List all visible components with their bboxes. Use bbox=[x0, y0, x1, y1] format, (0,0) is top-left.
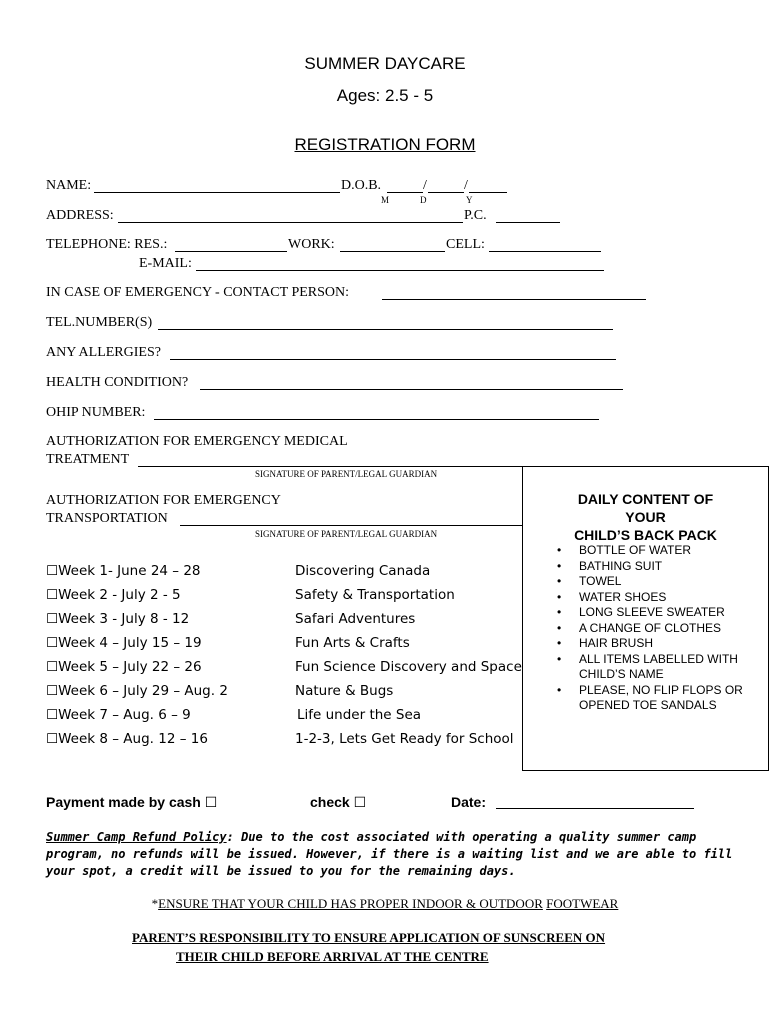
week-theme: Discovering Canada bbox=[295, 563, 431, 579]
address-field[interactable] bbox=[118, 222, 463, 223]
refund-policy-text: : Due to the cost associated with operating a quality summer camp program, no refunds will be issued. However, if there is a waiting list and we are able to fill your spot, a credit will be issued to you for the remaining days. bbox=[46, 830, 733, 878]
auth-transport-label-2: TRANSPORTATION bbox=[46, 511, 168, 526]
sunscreen-note-2: THEIR CHILD BEFORE ARRIVAL AT THE CENTRE bbox=[176, 949, 489, 964]
week-option[interactable]: ☐Week 3 - July 8 - 12 bbox=[46, 611, 190, 627]
week-option[interactable]: ☐Week 7 – Aug. 6 – 9 bbox=[46, 707, 191, 723]
cell-label: CELL: bbox=[446, 237, 485, 252]
list-item: • A CHANGE OF CLOTHES bbox=[523, 621, 749, 637]
allergies-label: ANY ALLERGIES? bbox=[46, 345, 161, 360]
age-range: Ages: 2.5 - 5 bbox=[336, 86, 434, 105]
email-field[interactable] bbox=[196, 270, 604, 271]
list-item: • LONG SLEEVE SWEATER bbox=[523, 605, 749, 621]
ohip-field[interactable] bbox=[154, 419, 599, 420]
week-theme: Fun Science Discovery and Space bbox=[295, 659, 522, 675]
week-option[interactable]: ☐Week 4 – July 15 – 19 bbox=[46, 635, 202, 651]
footwear-note-prefix: * bbox=[151, 896, 159, 911]
allergies-field[interactable] bbox=[170, 359, 616, 360]
footwear-note bbox=[0, 896, 770, 912]
auth-transport-label: AUTHORIZATION FOR EMERGENCY bbox=[46, 493, 281, 508]
email-label: E-MAIL: bbox=[139, 256, 192, 271]
payment-check-checkbox[interactable]: check ☐ bbox=[310, 794, 367, 810]
backpack-title: DAILY CONTENT OF bbox=[577, 491, 714, 507]
transport-signature-field[interactable] bbox=[180, 525, 522, 526]
emergency-contact-field[interactable] bbox=[382, 299, 646, 300]
name-field[interactable] bbox=[94, 192, 340, 193]
date-label: Date: bbox=[451, 794, 487, 810]
week-theme: 1-2-3, Lets Get Ready for School bbox=[295, 731, 514, 747]
backpack-list-box bbox=[522, 466, 769, 771]
week-theme: Safari Adventures bbox=[295, 611, 416, 627]
week-option[interactable]: ☐Week 1- June 24 – 28 bbox=[46, 563, 201, 579]
signature-caption: SIGNATURE OF PARENT/LEGAL GUARDIAN bbox=[255, 529, 438, 539]
health-condition-field[interactable] bbox=[200, 389, 623, 390]
page-title: SUMMER DAYCARE bbox=[304, 54, 466, 73]
footwear-note-end: FOOTWEAR bbox=[546, 896, 619, 911]
week-option[interactable]: ☐Week 8 – Aug. 12 – 16 bbox=[46, 731, 208, 747]
address-label: ADDRESS: bbox=[46, 208, 114, 223]
emergency-contact-label: IN CASE OF EMERGENCY - CONTACT PERSON: bbox=[46, 285, 350, 300]
date-field[interactable] bbox=[496, 808, 694, 809]
dob-day-field[interactable] bbox=[428, 192, 464, 193]
work-phone-field[interactable] bbox=[340, 251, 445, 252]
signature-caption: SIGNATURE OF PARENT/LEGAL GUARDIAN bbox=[255, 469, 438, 479]
dob-year-caption: Y bbox=[466, 195, 473, 205]
name-label: NAME: bbox=[46, 178, 92, 193]
backpack-items bbox=[523, 543, 749, 714]
payment-cash-checkbox[interactable]: Payment made by cash ☐ bbox=[46, 794, 218, 810]
backpack-title-2: YOUR bbox=[625, 509, 666, 525]
week-option[interactable]: ☐Week 2 - July 2 - 5 bbox=[46, 587, 181, 603]
auth-medical-label-2: TREATMENT bbox=[46, 452, 130, 467]
postal-code-label: P.C. bbox=[464, 208, 487, 223]
refund-policy bbox=[46, 829, 736, 880]
dob-separator: / bbox=[423, 178, 427, 193]
tel-numbers-field[interactable] bbox=[158, 329, 613, 330]
medical-signature-field[interactable] bbox=[138, 466, 560, 467]
ohip-label: OHIP NUMBER: bbox=[46, 405, 146, 420]
week-option[interactable]: ☐Week 5 – July 22 – 26 bbox=[46, 659, 202, 675]
list-item: • TOWEL bbox=[523, 574, 749, 590]
dob-separator: / bbox=[464, 178, 468, 193]
tel-numbers-label: TEL.NUMBER(S) bbox=[46, 315, 153, 330]
list-item: • BOTTLE OF WATER bbox=[523, 543, 749, 559]
telephone-res-field[interactable] bbox=[175, 251, 287, 252]
auth-medical-label: AUTHORIZATION FOR EMERGENCY MEDICAL bbox=[46, 434, 348, 449]
health-condition-label: HEALTH CONDITION? bbox=[46, 375, 189, 390]
dob-day-caption: D bbox=[420, 195, 427, 205]
dob-label: D.O.B. bbox=[341, 178, 382, 193]
refund-policy-label: Summer Camp Refund Policy bbox=[46, 830, 227, 844]
dob-month-caption: M bbox=[381, 195, 390, 205]
postal-code-field[interactable] bbox=[496, 222, 560, 223]
list-item: • WATER SHOES bbox=[523, 590, 749, 606]
week-theme: Nature & Bugs bbox=[295, 683, 394, 699]
sunscreen-note: PARENT’S RESPONSIBILITY TO ENSURE APPLICATION OF SUNSCREEN ON bbox=[132, 930, 606, 945]
footwear-note-main: ENSURE THAT YOUR CHILD HAS PROPER INDOOR & OUTDOOR bbox=[158, 896, 543, 911]
list-item: • BATHING SUIT bbox=[523, 559, 749, 575]
week-theme: Life under the Sea bbox=[297, 707, 422, 723]
telephone-res-label: TELEPHONE: RES.: bbox=[46, 237, 168, 252]
week-theme: Fun Arts & Crafts bbox=[295, 635, 410, 651]
week-theme: Safety & Transportation bbox=[295, 587, 455, 603]
dob-month-field[interactable] bbox=[387, 192, 423, 193]
week-option[interactable]: ☐Week 6 – July 29 – Aug. 2 bbox=[46, 683, 228, 699]
list-item: • HAIR BRUSH bbox=[523, 636, 749, 652]
cell-phone-field[interactable] bbox=[489, 251, 601, 252]
backpack-title-3: CHILD’S BACK PACK bbox=[574, 527, 717, 543]
dob-year-field[interactable] bbox=[469, 192, 507, 193]
form-title: REGISTRATION FORM bbox=[294, 135, 476, 154]
list-item: • ALL ITEMS LABELLED WITH CHILD’S NAME bbox=[523, 652, 749, 683]
list-item: • PLEASE, NO FLIP FLOPS OR OPENED TOE SANDALS bbox=[523, 683, 749, 714]
work-label: WORK: bbox=[288, 237, 335, 252]
